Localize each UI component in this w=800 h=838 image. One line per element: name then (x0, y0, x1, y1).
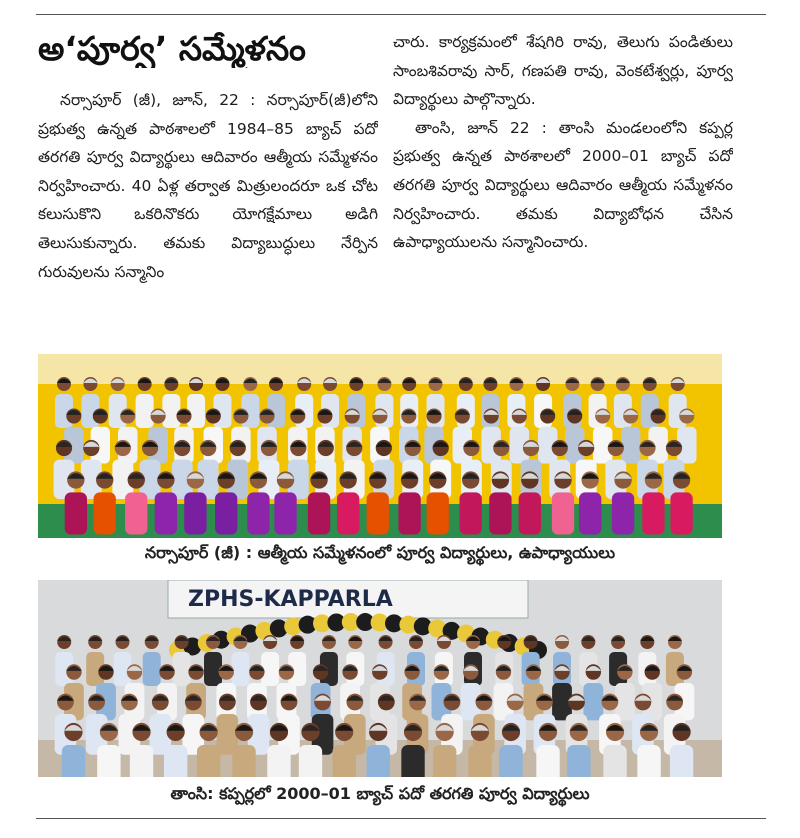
headline: అ‘పూర్వ’ సమ్మేళనం (38, 30, 306, 68)
group-photo-illustration (38, 354, 722, 538)
group-photo-narsapur (38, 354, 722, 538)
top-rule (36, 14, 766, 15)
banner-text: ZPHS-KAPPARLA (188, 587, 393, 612)
photo-caption: తాంసి: కప్పర్లలో 2000–01 బ్యాచ్ పదో తరగతి పూర్వ విద్యార్థులు (170, 784, 590, 803)
photo-caption: నర్సాపూర్ (జీ) : ఆత్మీయ సమ్మేళనంలో పూర్వ విద్యార్థులు, ఉపాధ్యాయులు (144, 543, 616, 562)
group-photo-illustration (38, 580, 722, 777)
article-left-column (38, 86, 378, 342)
group-photo-kapparla (38, 580, 722, 777)
paragraph: నర్సాపూర్ (జీ), జూన్, 22 : నర్సాపూర్(జీ)లోని ప్రభుత్వ ఉన్నత పాఠశాలలో 1984–85 బ్యాచ్ పదో తరగతి పూర్వ విద్యార్థులు ఆదివారం ఆత్మీయ సమ్మేళనం నిర్వహించారు. 40 ఏళ్ల తర్వాత మిత్రులందరూ ఒక చోట కలుసుకొని ఒకరినొకరు యోగక్షేమాలు అడిగి తెలుసుకున్నారు. తమకు విద్యాబుద్ధులు నేర్పిన గురువులను సన్మానిం (38, 91, 378, 281)
paragraph: చారు. కార్యక్రమంలో శేషగిరి రావు, తెలుగు పండితులు సాంబశివరావు సార్, గణపతి రావు, వెంకటేశ్వర్లు, పూర్వ విద్యార్థులు పాల్గొన్నారు. (393, 33, 733, 109)
article-right-column (393, 28, 733, 344)
bottom-rule (36, 818, 766, 819)
paragraph: తాంసి, జూన్ 22 : తాంసి మండలంలోని కప్పర్ల ప్రభుత్వ ఉన్నత పాఠశాలలో 2000–01 బ్యాచ్ పదో తరగతి పూర్వ విద్యార్థులు ఆదివారం ఆత్మీయ సమ్మేళనం నిర్వహించారు. తమకు విద్యాబోధన చేసిన ఉపాధ్యాయులను సన్మానించారు. (393, 118, 733, 252)
